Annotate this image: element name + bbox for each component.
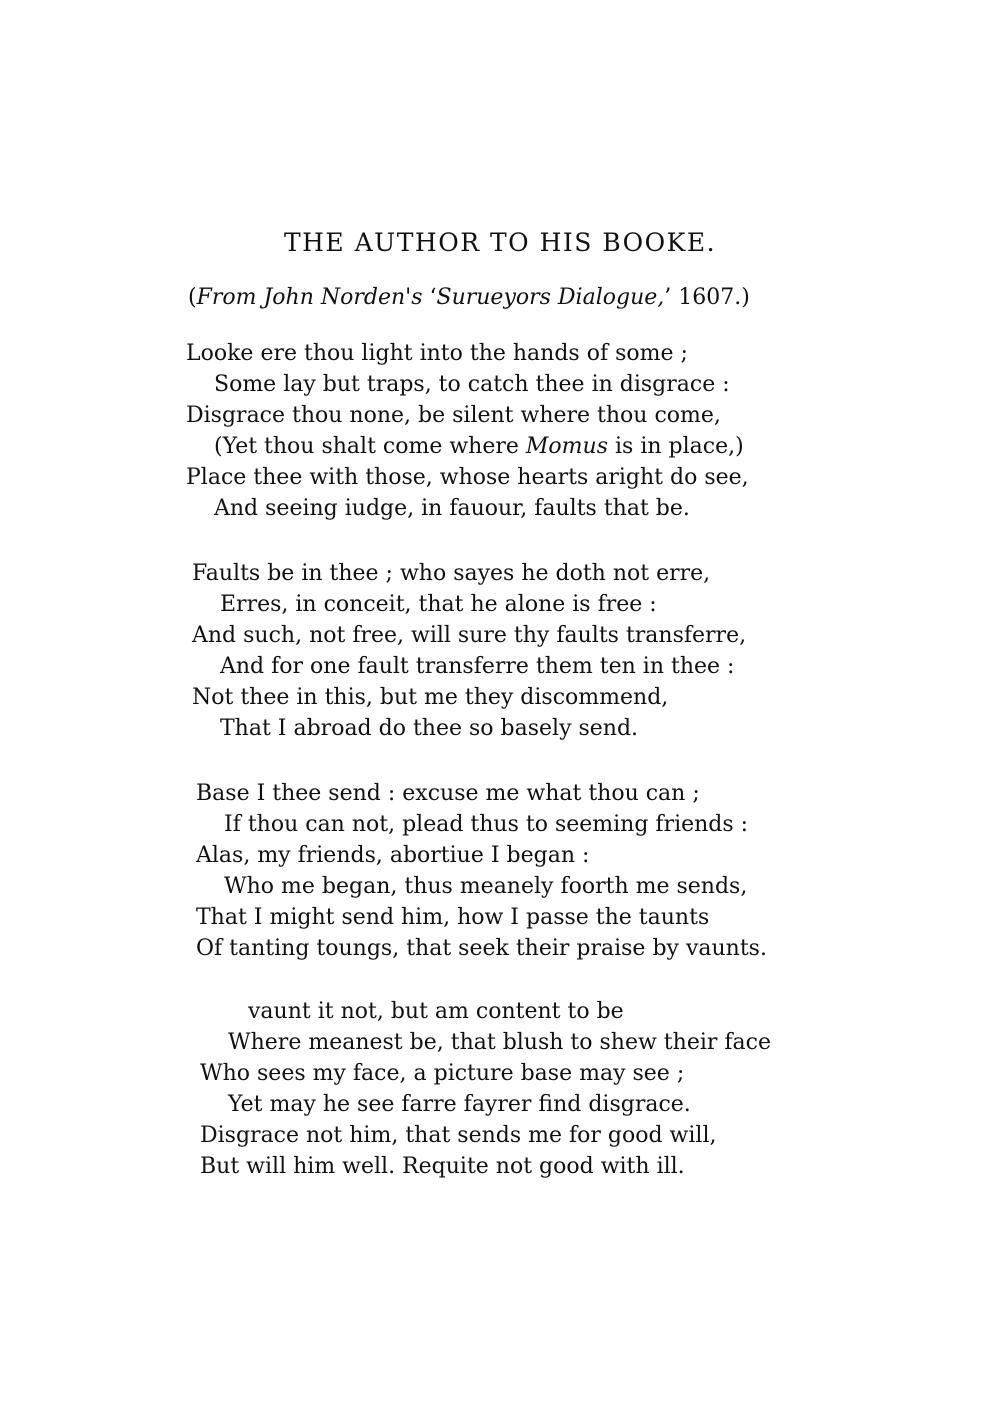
- poem-line: Alas, my friends, abortiue I began :: [196, 843, 590, 868]
- source-quote-open: ‘: [422, 285, 437, 310]
- poem-line: Not thee in this, but me they discommend,: [192, 685, 669, 710]
- poem-line: Faults be in thee ; who sayes he doth not erre,: [192, 561, 711, 586]
- stanza-2: [192, 558, 746, 744]
- source-work-title: Surueyors Dialogue,: [436, 285, 665, 310]
- source-open-paren: (: [188, 285, 197, 310]
- poem-line-part: (Yet thou shalt come where: [214, 434, 526, 459]
- poem-line: Where meanest be, that blush to shew their face: [228, 1030, 771, 1055]
- poem-line: Disgrace thou none, be silent where thou come,: [186, 403, 721, 428]
- poem-line: Who sees my face, a picture base may see ;: [200, 1061, 685, 1086]
- poem-line: Disgrace not him, that sends me for good will,: [200, 1123, 717, 1148]
- poem-line: vaunt it not, but am content to be: [248, 999, 624, 1024]
- poem-line-part: is in place,): [608, 434, 744, 459]
- source-year: 1607.): [671, 285, 750, 310]
- poem-line-italic-name: Momus: [525, 434, 608, 459]
- poem-line: Erres, in conceit, that he alone is free :: [220, 592, 657, 617]
- poem-line: That I might send him, how I passe the taunts: [196, 905, 710, 930]
- poem-line: Who me began, thus meanely foorth me sends,: [224, 874, 748, 899]
- source-author: From John Norden's: [196, 285, 423, 310]
- stanza-4: [200, 996, 771, 1182]
- stanza-3: [196, 778, 767, 964]
- poem-line: Some lay but traps, to catch thee in disgrace :: [214, 372, 730, 397]
- stanza-1: [186, 338, 749, 524]
- poem-title: THE AUTHOR TO HIS BOOKE.: [283, 228, 717, 257]
- poem-line: If thou can not, plead thus to seeming friends :: [224, 812, 749, 837]
- poem-line: Yet may he see farre fayrer find disgrace.: [228, 1092, 691, 1117]
- poem-line: And seeing iudge, in fauour, faults that be.: [214, 496, 690, 521]
- poem-line: That I abroad do thee so basely send.: [220, 716, 639, 741]
- poem-line: [186, 431, 749, 462]
- poem-line: But will him well. Requite not good with ill.: [200, 1154, 685, 1179]
- poem-line: And such, not free, will sure thy faults transferre,: [192, 623, 747, 648]
- poem-line: Base I thee send : excuse me what thou can ;: [196, 781, 700, 806]
- poem-line: And for one fault transferre them ten in thee :: [220, 654, 735, 679]
- poem-line: Looke ere thou light into the hands of some ;: [186, 341, 688, 366]
- poem-source-attribution: [188, 285, 750, 310]
- poem-line: Place thee with those, whose hearts aright do see,: [186, 465, 749, 490]
- source-quote-close: ’: [664, 285, 672, 310]
- poem-line: Of tanting toungs, that seek their praise by vaunts.: [196, 936, 767, 961]
